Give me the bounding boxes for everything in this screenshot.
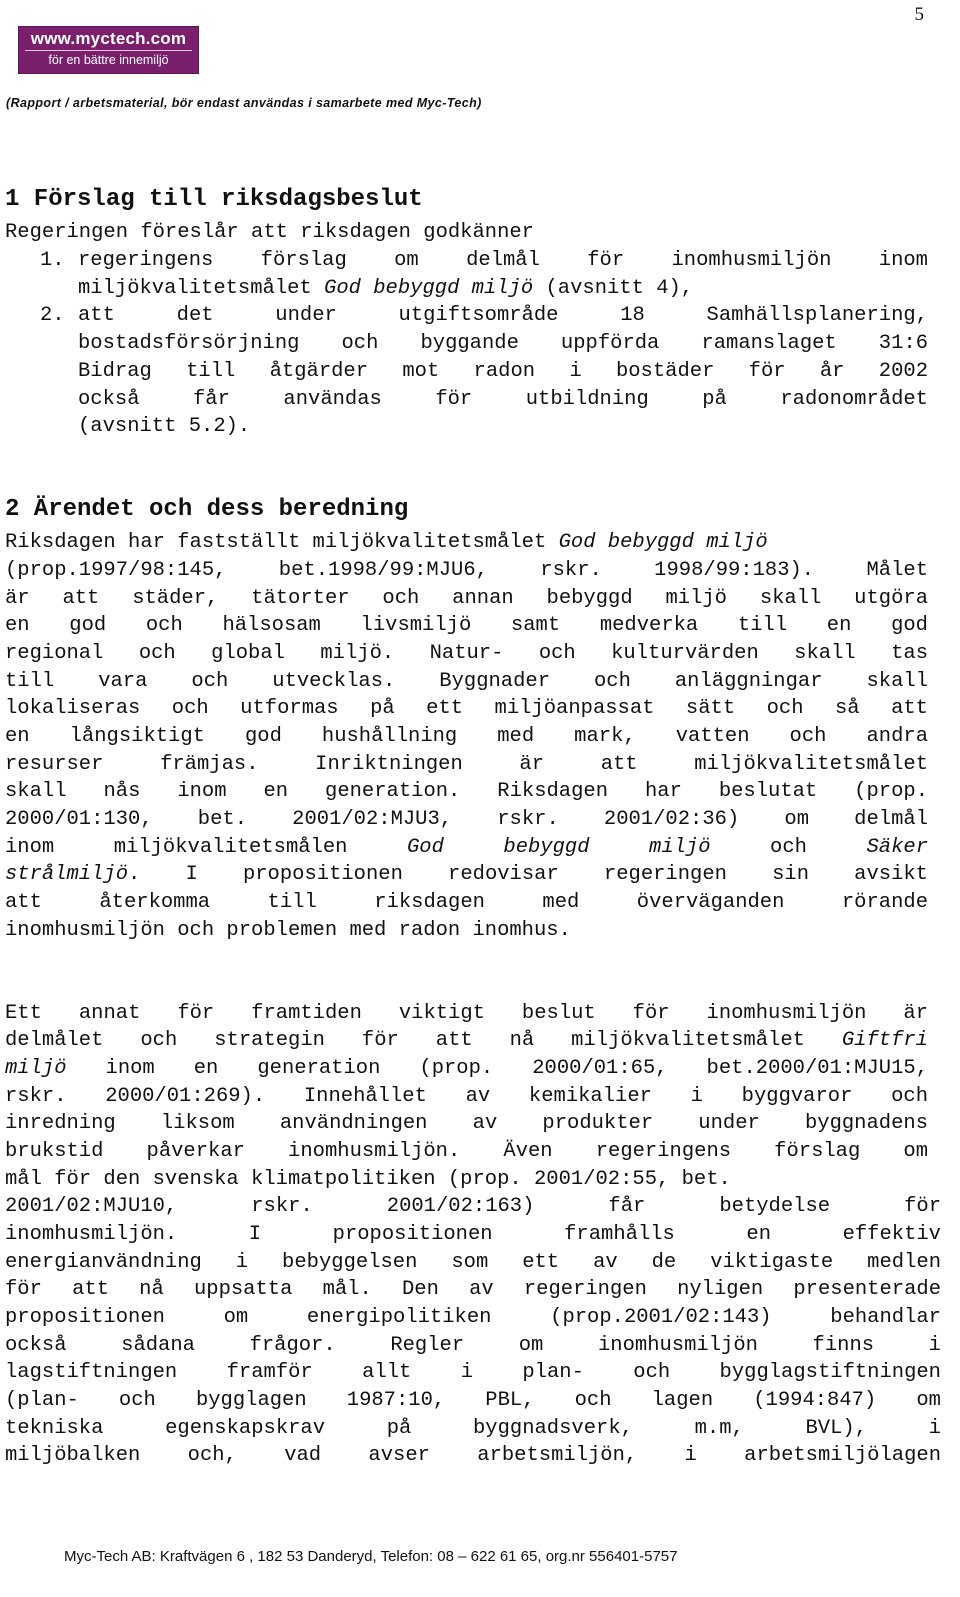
list-item-1-line: regeringens förslag om delmål för inomhusmiljön inom: [78, 249, 928, 272]
page-footer: Myc-Tech AB: Kraftvägen 6 , 182 53 Danderyd, Telefon: 08 – 622 61 65, org.nr 556401-5757: [64, 1548, 678, 1565]
paragraph-line: för att nå uppsatta mål. Den av regeringen nyligen presenterade: [5, 1278, 941, 1301]
paragraph-line: skall nås inom en generation. Riksdagen har beslutat (prop.: [5, 780, 928, 803]
paragraph-line: brukstid påverkar inomhusmiljön. Även regeringens förslag om: [5, 1140, 928, 1163]
logo-tagline: för en bättre innemiljö: [48, 53, 169, 67]
paragraph-line: till vara och utvecklas. Byggnader och anläggningar skall: [5, 670, 928, 693]
paragraph-line: energianvändning i bebyggelsen som ett av de viktigaste medlen: [5, 1251, 941, 1274]
section-2-heading: 2 Ärendet och dess beredning: [5, 496, 409, 523]
paragraph-line: Riksdagen har fastställt miljökvalitetsmålet God bebyggd miljö: [5, 531, 768, 554]
section-1-intro: Regeringen föreslår att riksdagen godkänner: [5, 221, 534, 244]
list-item-2-line: också får användas för utbildning på radonområdet: [78, 388, 928, 411]
paragraph-line: också sådana frågor. Regler om inomhusmiljön finns i: [5, 1334, 941, 1357]
paragraph-line: resurser främjas. Inriktningen är att miljökvalitetsmålet: [5, 753, 928, 776]
list-item-1-line: miljökvalitetsmålet God bebyggd miljö (avsnitt 4),: [78, 277, 694, 300]
paragraph-line: är att städer, tätorter och annan bebyggd miljö skall utgöra: [5, 587, 928, 610]
paragraph-line: att återkomma till riksdagen med överväganden rörande: [5, 891, 928, 914]
paragraph-line: miljö inom en generation (prop. 2000/01:65, bet.2000/01:MJU15,: [5, 1057, 928, 1080]
paragraph-line: rskr. 2000/01:269). Innehållet av kemikalier i byggvaror och: [5, 1085, 928, 1108]
list-item-2-line: bostadsförsörjning och byggande uppförda ramanslaget 31:6: [78, 332, 928, 355]
paragraph-line: strålmiljö. I propositionen redovisar regeringen sin avsikt: [5, 863, 928, 886]
paragraph-line: propositionen om energipolitiken (prop.2001/02:143) behandlar: [5, 1306, 941, 1329]
list-item-2-line: (avsnitt 5.2).: [78, 415, 251, 438]
paragraph-line: regional och global miljö. Natur- och kulturvärden skall tas: [5, 642, 928, 665]
paragraph-line: Ett annat för framtiden viktigt beslut för inomhusmiljön är: [5, 1002, 928, 1025]
list-item-number: 2.: [40, 304, 65, 327]
list-item-2-line: att det under utgiftsområde 18 Samhällsplanering,: [78, 304, 928, 327]
paragraph-line: inom miljökvalitetsmålen God bebyggd miljö och Säker: [5, 836, 928, 859]
logo-divider: [25, 50, 192, 51]
paragraph-line: delmålet och strategin för att nå miljökvalitetsmålet Giftfri: [5, 1029, 928, 1052]
paragraph-line: en långsiktigt god hushållning med mark, vatten och andra: [5, 725, 928, 748]
paragraph-line: tekniska egenskapskrav på byggnadsverk, m.m, BVL), i: [5, 1417, 941, 1440]
paragraph-line: mål för den svenska klimatpolitiken (prop. 2001/02:55, bet.: [5, 1168, 731, 1191]
paragraph-line: (plan- och bygglagen 1987:10, PBL, och lagen (1994:847) om: [5, 1389, 941, 1412]
myctech-logo: [18, 26, 199, 74]
paragraph-line: lagstiftningen framför allt i plan- och bygglagstiftningen: [5, 1361, 941, 1384]
paragraph-line: inredning liksom användningen av produkter under byggnadens: [5, 1112, 928, 1135]
list-item-number: 1.: [40, 249, 65, 272]
paragraph-line: en god och hälsosam livsmiljö samt medverka till en god: [5, 614, 928, 637]
paragraph-line: 2000/01:130, bet. 2001/02:MJU3, rskr. 2001/02:36) om delmål: [5, 808, 928, 831]
paragraph-line: 2001/02:MJU10, rskr. 2001/02:163) får betydelse för: [5, 1195, 941, 1218]
confidential-note: (Rapport / arbetsmaterial, bör endast användas i samarbete med Myc-Tech): [6, 96, 482, 110]
page-number: 5: [914, 4, 924, 25]
paragraph-line: lokaliseras och utformas på ett miljöanpassat sätt och så att: [5, 697, 928, 720]
list-item-2-line: Bidrag till åtgärder mot radon i bostäder för år 2002: [78, 360, 928, 383]
paragraph-line: (prop.1997/98:145, bet.1998/99:MJU6, rskr. 1998/99:183). Målet: [5, 559, 928, 582]
paragraph-line: miljöbalken och, vad avser arbetsmiljön, i arbetsmiljölagen: [5, 1444, 941, 1467]
section-1-heading: 1 Förslag till riksdagsbeslut: [5, 186, 423, 213]
paragraph-line: inomhusmiljön och problemen med radon inomhus.: [5, 919, 571, 942]
logo-url: www.myctech.com: [30, 29, 187, 48]
paragraph-line: inomhusmiljön. I propositionen framhålls en effektiv: [5, 1223, 941, 1246]
